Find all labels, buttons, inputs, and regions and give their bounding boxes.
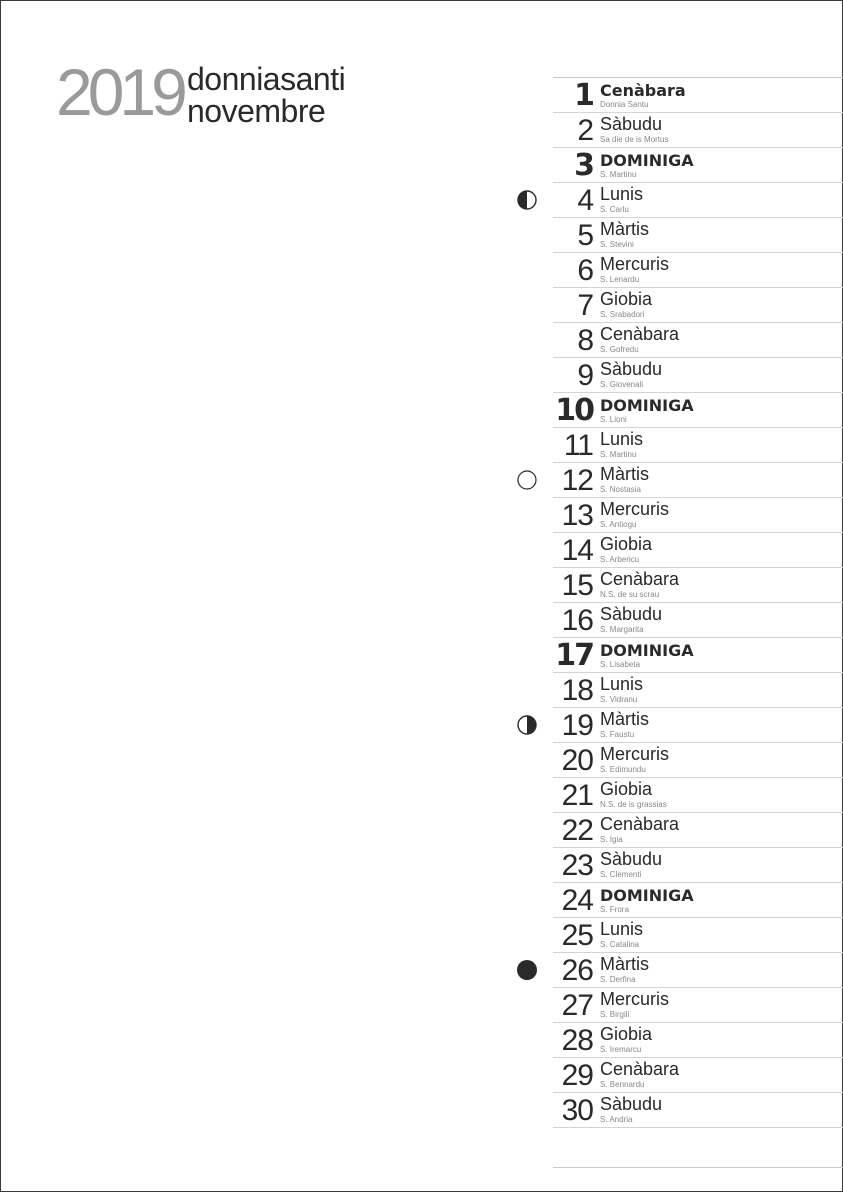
- day-number: 25: [561, 919, 593, 952]
- saint-name: S. Clementi: [600, 870, 642, 879]
- saint-name: S. Antiogu: [600, 520, 637, 529]
- day-number: 22: [561, 814, 593, 847]
- weekday-name: Lunis: [600, 919, 644, 939]
- month-title: [187, 63, 345, 127]
- day-row: [553, 1058, 843, 1093]
- day-number: 7: [577, 289, 593, 322]
- weekday-name: Giobia: [600, 779, 653, 799]
- weekday-name: DOMINIGA: [600, 641, 694, 660]
- weekday-name: Lunis: [600, 674, 644, 694]
- weekday-name: Lunis: [600, 429, 644, 449]
- weekday-name: Giobia: [600, 289, 653, 309]
- day-row: [553, 533, 843, 568]
- day-row: [553, 253, 843, 288]
- day-row: [553, 323, 843, 358]
- day-row: [553, 463, 843, 498]
- weekday-name: Mercuris: [600, 499, 670, 519]
- saint-name: S. Margarita: [600, 625, 644, 634]
- bottom-rule: [553, 1167, 843, 1168]
- saint-name: S. Vidranu: [600, 695, 638, 704]
- saint-name: S. Lisabeta: [600, 660, 641, 669]
- year-label: 2019: [56, 55, 183, 129]
- day-number: 9: [577, 359, 593, 392]
- day-number: 27: [561, 989, 593, 1022]
- weekday-name: Cenàbara: [600, 814, 680, 834]
- day-row: [553, 1093, 843, 1128]
- weekday-name: Sàbudu: [600, 359, 663, 379]
- day-row: [553, 883, 843, 918]
- weekday-name: Lunis: [600, 184, 644, 204]
- day-number: 29: [561, 1059, 593, 1092]
- day-row: [553, 988, 843, 1023]
- day-number: 5: [577, 219, 593, 252]
- saint-name: Donnia Santu: [600, 100, 649, 109]
- saint-name: N.S. de su scrau: [600, 590, 660, 599]
- day-row: [553, 358, 843, 393]
- weekday-name: Sàbudu: [600, 604, 663, 624]
- saint-name: S. Iremarcu: [600, 1045, 642, 1054]
- weekday-name: Cenàbara: [600, 569, 680, 589]
- day-number: 2: [577, 114, 593, 147]
- weekday-name: Sàbudu: [600, 114, 663, 134]
- day-row: [553, 428, 843, 463]
- day-row: [553, 78, 843, 113]
- saint-name: S. Birgili: [600, 1010, 630, 1019]
- day-row: [553, 813, 843, 848]
- weekday-name: Màrtis: [600, 709, 649, 729]
- day-row: [553, 288, 843, 323]
- full-moon-icon: [517, 470, 537, 490]
- day-row: [553, 1023, 843, 1058]
- day-row: [553, 603, 843, 638]
- day-number: 21: [561, 779, 593, 812]
- saint-name: S. Igia: [600, 835, 623, 844]
- day-number: 4: [577, 184, 593, 217]
- day-number: 8: [577, 324, 593, 357]
- day-row: [553, 708, 843, 743]
- day-row: [553, 218, 843, 253]
- weekday-name: Cenàbara: [600, 324, 680, 344]
- weekday-name: Mercuris: [600, 989, 670, 1009]
- saint-name: S. Carlu: [600, 205, 629, 214]
- first-quarter-moon-icon: [517, 190, 537, 210]
- saint-name: S. Edimundu: [600, 765, 646, 774]
- day-number: 20: [561, 744, 593, 777]
- weekday-name: DOMINIGA: [600, 396, 694, 415]
- weekday-name: Sàbudu: [600, 849, 663, 869]
- saint-name: S. Arbericu: [600, 555, 640, 564]
- saint-name: S. Bennardu: [600, 1080, 645, 1089]
- day-number: 24: [561, 884, 593, 917]
- day-number: 12: [561, 464, 593, 497]
- day-number: 16: [561, 604, 593, 637]
- day-row: [553, 148, 843, 183]
- saint-name: S. Catalina: [600, 940, 640, 949]
- day-number: 11: [563, 429, 593, 462]
- saint-name: S. Stevini: [600, 240, 634, 249]
- month-title-line-1: donniasanti: [187, 61, 346, 97]
- saint-name: S. Martinu: [600, 170, 637, 179]
- day-number: 18: [561, 674, 593, 707]
- last-quarter-moon-icon: [517, 715, 537, 735]
- day-list: [553, 77, 843, 1128]
- day-row: [553, 113, 843, 148]
- weekday-name: Màrtis: [600, 464, 649, 484]
- day-number: 1: [574, 78, 593, 113]
- saint-name: S. Faustu: [600, 730, 635, 739]
- day-row: [553, 778, 843, 813]
- saint-name: S. Nostasia: [600, 485, 641, 494]
- weekday-name: Sàbudu: [600, 1094, 663, 1114]
- saint-name: S. Giovenali: [600, 380, 644, 389]
- weekday-name: Cenàbara: [600, 81, 686, 100]
- saint-name: S. Lenardu: [600, 275, 640, 284]
- weekday-name: Màrtis: [600, 954, 649, 974]
- day-number: 6: [577, 254, 593, 287]
- saint-name: N.S. de is grassias: [600, 800, 667, 809]
- saint-name: S. Andria: [600, 1115, 633, 1124]
- day-number: 3: [574, 148, 593, 183]
- day-row: [553, 673, 843, 708]
- weekday-name: Mercuris: [600, 254, 670, 274]
- weekday-name: Giobia: [600, 1024, 653, 1044]
- new-moon-icon: [517, 960, 537, 980]
- saint-name: S. Martinu: [600, 450, 637, 459]
- saint-name: S. Gofredu: [600, 345, 639, 354]
- day-number: 15: [561, 569, 593, 602]
- day-number: 13: [561, 499, 593, 532]
- day-row: [553, 848, 843, 883]
- saint-name: S. Frora: [600, 905, 629, 914]
- day-number: 19: [561, 709, 593, 742]
- day-number: 28: [561, 1024, 593, 1057]
- weekday-name: Cenàbara: [600, 1059, 680, 1079]
- weekday-name: DOMINIGA: [600, 151, 694, 170]
- day-number: 30: [561, 1094, 593, 1127]
- day-row: [553, 393, 843, 428]
- day-row: [553, 568, 843, 603]
- saint-name: Sa die de is Mortus: [600, 135, 669, 144]
- day-row: [553, 638, 843, 673]
- weekday-name: Giobia: [600, 534, 653, 554]
- saint-name: S. Derfina: [600, 975, 636, 984]
- day-number: 23: [561, 849, 593, 882]
- weekday-name: Màrtis: [600, 219, 649, 239]
- day-row: [553, 183, 843, 218]
- day-number: 14: [561, 534, 593, 567]
- day-number: 10: [555, 393, 593, 428]
- day-number: 17: [555, 638, 593, 673]
- day-row: [553, 498, 843, 533]
- saint-name: S. Lioni: [600, 415, 627, 424]
- day-number: 26: [561, 954, 593, 987]
- saint-name: S. Srabadori: [600, 310, 645, 319]
- day-row: [553, 953, 843, 988]
- day-row: [553, 918, 843, 953]
- weekday-name: DOMINIGA: [600, 886, 694, 905]
- weekday-name: Mercuris: [600, 744, 670, 764]
- day-row: [553, 743, 843, 778]
- month-title-line-2: novembre: [187, 93, 326, 129]
